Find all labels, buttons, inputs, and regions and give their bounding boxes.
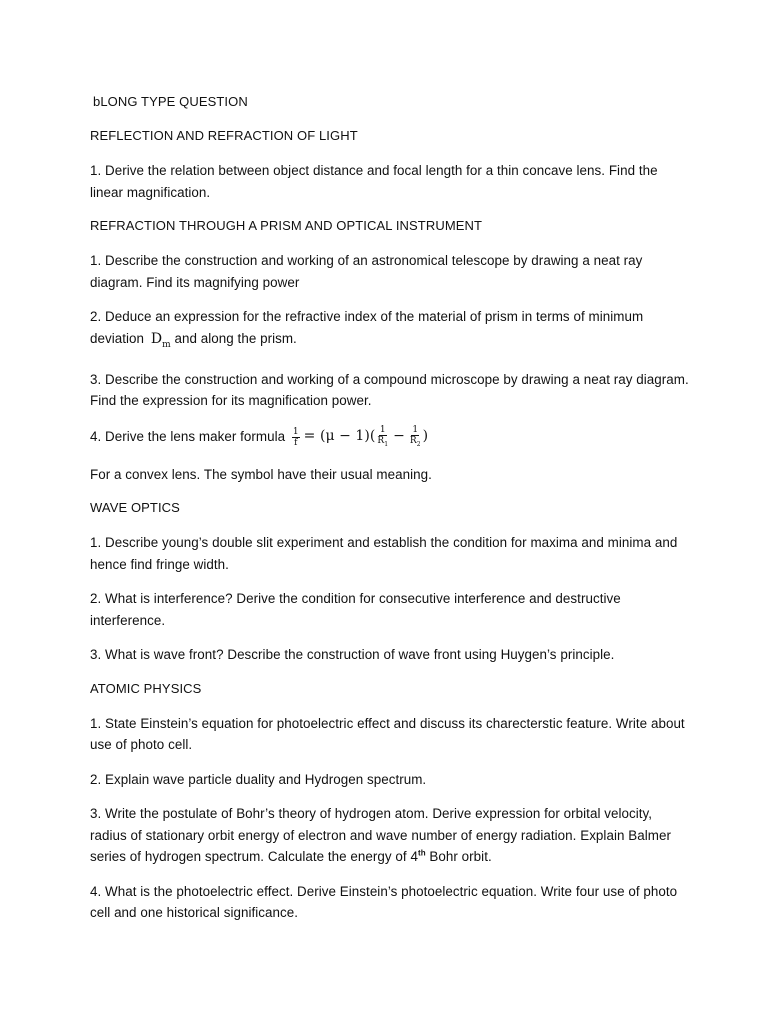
min-deviation-symbol: $D_m$ [150, 330, 171, 350]
document-page [90, 92, 690, 937]
question-text: 1. Describe the construction and working of an astronomical telescope by drawing a neat ray diagram. Find its magnifying power [90, 253, 643, 290]
section-heading-wave-optics: WAVE OPTICS [90, 500, 180, 516]
question-text-part: 4. Derive the lens maker formula [90, 428, 286, 444]
question-text: 1. State Einstein’s equation for photoelectric effect and discuss its charecterstic feature. Write about use of photo cell. [90, 715, 685, 753]
question-text: 2. Explain wave particle duality and Hydrogen spectrum. [90, 771, 427, 787]
fraction-1-over-f: $\frac{1}{f}$ [292, 426, 299, 448]
fraction-1-over-r1: $\frac{1}{R_1}$ [377, 424, 389, 448]
question-text [90, 425, 690, 450]
question-text: 1. Describe young’s double slit experiment and establish the condition for maxima and minima and hence find fringe width. [90, 535, 678, 572]
document-title: bLONG TYPE QUESTION [93, 94, 248, 109]
question-text: 3. Describe the construction and working of a compound microscope by drawing a neat ray diagram. Find the expression for its magnification power. [90, 371, 689, 409]
lens-maker-formula: $\frac{1}{f}$ = (μ − 1)( $\frac{1}{R_1}$ − $\frac{1}{R_2}$ ) [292, 424, 429, 448]
question-text-part: 2. Deduce an expression for the refractive index of the material of prism in terms of minimum deviation [90, 309, 644, 346]
question-text: 1. Derive the relation between object distance and focal length for a thin concave lens. Find the linear magnification. [90, 163, 658, 200]
question-text [90, 803, 690, 868]
superscript-th: th [417, 848, 426, 858]
question-text [90, 306, 690, 356]
section-heading-atomic-physics: ATOMIC PHYSICS [90, 680, 202, 696]
section-heading-prism: REFRACTION THROUGH A PRISM AND OPTICAL INSTRUMENT [90, 218, 483, 233]
section-heading-reflection: REFLECTION AND REFRACTION OF LIGHT [90, 128, 358, 143]
question-text-part: 3. Write the postulate of Bohr’s theory of hydrogen atom. Derive expression for orbital velocity, radius of stationary orbit energy of electron and wave number of energy radiation. Explain Balmer series of hydrogen spectrum. Calculate the energy of 4 [90, 806, 671, 865]
fraction-1-over-r2: $\frac{1}{R_2}$ [409, 424, 421, 448]
question-text: 3. What is wave front? Describe the construction of wave front using Huygen’s principle. [90, 647, 615, 663]
question-text-part: and along the prism. [174, 330, 297, 346]
question-note: For a convex lens. The symbol have their usual meaning. [90, 466, 432, 482]
question-text: 2. What is interference? Derive the condition for consecutive interference and destructive interference. [90, 591, 621, 628]
question-text-part: Bohr orbit. [425, 849, 492, 865]
question-text: 4. What is the photoelectric effect. Derive Einstein’s photoelectric equation. Write four use of photo cell and one historical significance. [90, 883, 678, 921]
